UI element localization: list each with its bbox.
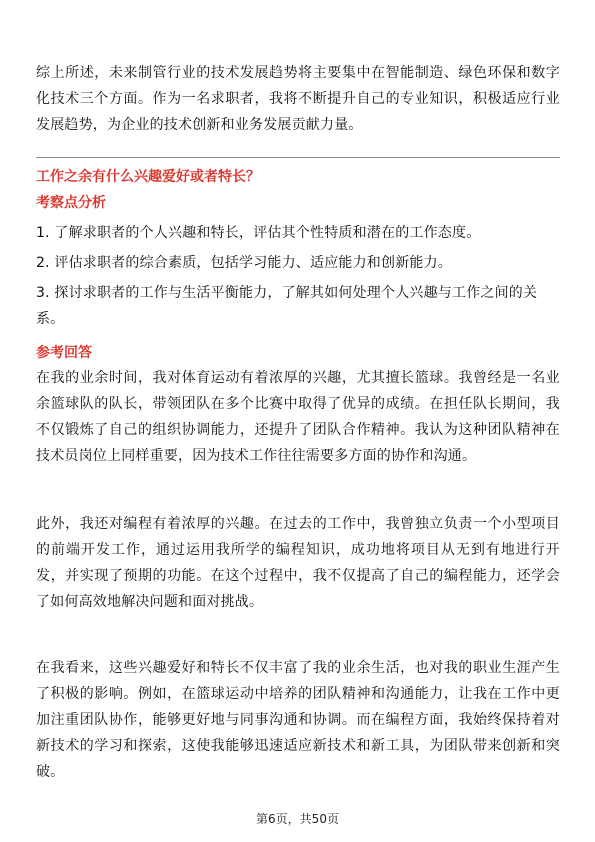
analysis-point-1: 1. 了解求职者的个人兴趣和特长，评估其个性特质和潜在的工作态度。 bbox=[36, 225, 481, 241]
answer-paragraph-3: 在我看来，这些兴趣爱好和特长不仅丰富了我的业余生活，也对我的职业生涯产生了积极的影响。例如，在篮球运动中培养的团队精神和沟通能力，让我在工作中更加注重团队协作，能够更好地与同事沟通和协调。而在编程方面，我始终保持着对新技术的学习和探索，这使我能够迅速适应新技术和新工具，为团队带来创新和突破。 bbox=[36, 660, 560, 780]
answer-heading: 参考回答 bbox=[36, 345, 92, 361]
section-divider bbox=[36, 157, 560, 158]
answer-paragraph-1: 在我的业余时间，我对体育运动有着浓厚的兴趣，尤其擅长篮球。我曾经是一名业余篮球队的队长，带领团队在多个比赛中取得了优异的成绩。在担任队长期间，我不仅锻炼了自己的组织协调能力，还提升了团队合作精神。我认为这种团队精神在技术员岗位上同样重要，因为技术工作往往需要多方面的协作和沟通。 bbox=[36, 370, 560, 464]
analysis-heading: 考察点分析 bbox=[36, 195, 106, 211]
question-heading: 工作之余有什么兴趣爱好或者特长？ bbox=[36, 169, 260, 185]
analysis-point-3: 3. 探讨求职者的工作与生活平衡能力，了解其如何处理个人兴趣与工作之间的关系。 bbox=[36, 285, 538, 327]
page-number-footer: 第6页，共50页 bbox=[256, 812, 339, 826]
analysis-point-2: 2. 评估求职者的综合素质，包括学习能力、适应能力和创新能力。 bbox=[36, 255, 453, 271]
answer-paragraph-2: 此外，我还对编程有着浓厚的兴趣。在过去的工作中，我曾独立负责一个小型项目的前端开发工作，通过运用我所学的编程知识，成功地将项目从无到有地进行开发，并实现了预期的功能。在这个过程中，我不仅提高了自己的编程能力，还学会了如何高效地解决问题和面对挑战。 bbox=[36, 516, 560, 610]
summary-paragraph: 综上所述，未来制管行业的技术发展趋势将主要集中在智能制造、绿色环保和数字化技术三个方面。作为一名求职者，我将不断提升自己的专业知识，积极适应行业发展趋势，为企业的技术创新和业务发展贡献力量。 bbox=[36, 65, 560, 133]
